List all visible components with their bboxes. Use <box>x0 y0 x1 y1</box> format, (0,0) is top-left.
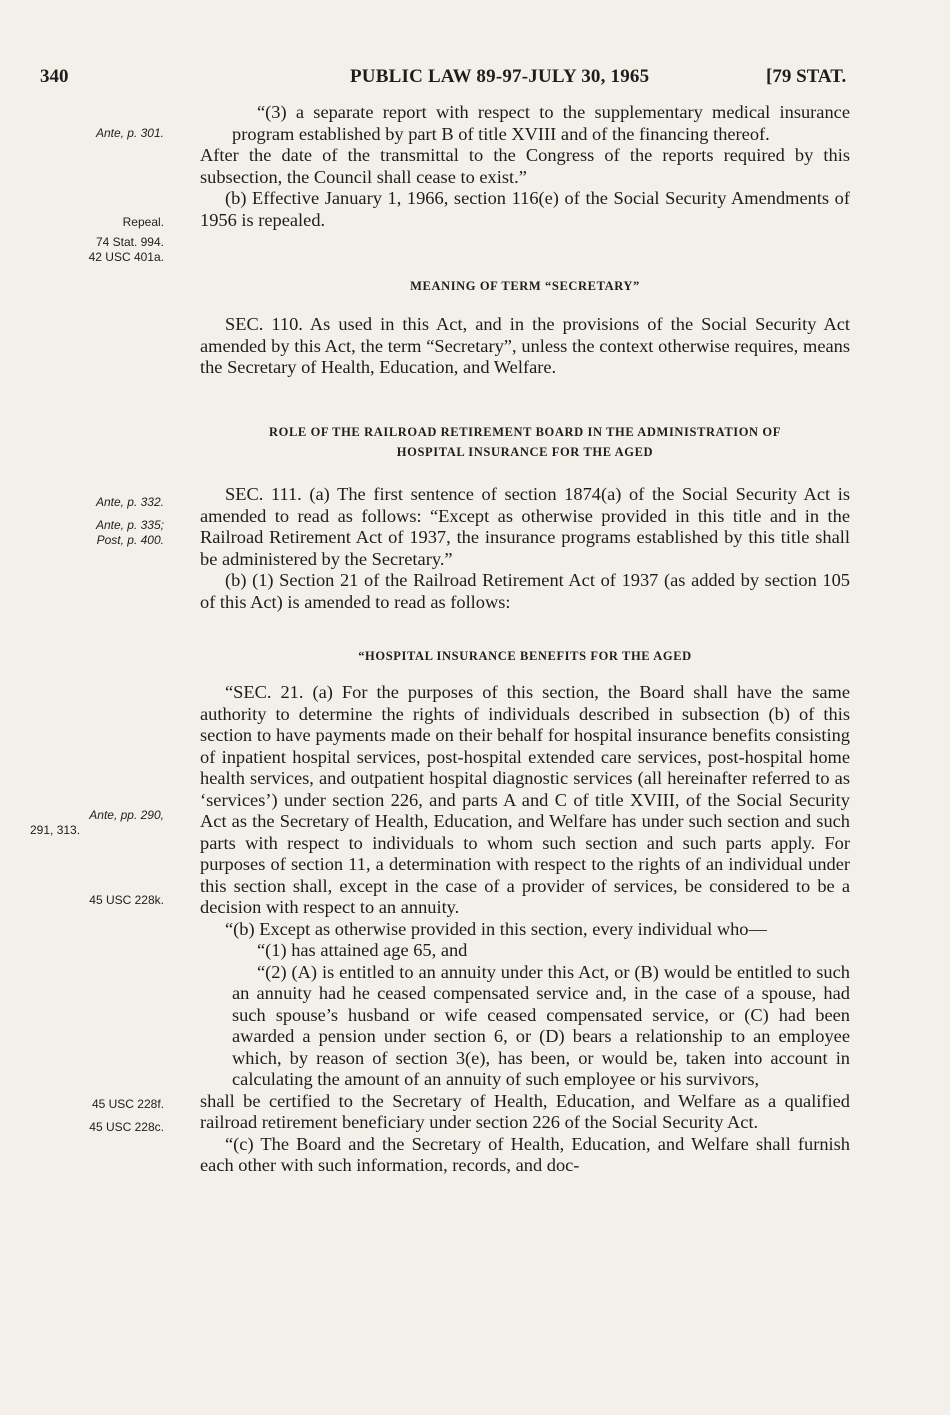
paragraph-sec-110: SEC. 110. As used in this Act, and in the provisions of the Social Security Act amended by this Act, the term “Secretary”, unless the context otherwise requires, means the Secretary of Health, Education, and Welfare. <box>200 314 850 377</box>
paragraph-section-21-intro: (b) (1) Section 21 of the Railroad Retirement Act of 1937 (as added by section 105 of this Act) is amended to read as follows: <box>200 570 850 612</box>
page-number: 340 <box>40 66 69 87</box>
heading-hospital-insurance: “HOSPITAL INSURANCE BENEFITS FOR THE AGED <box>358 649 692 663</box>
heading-railroad-board-line-1: ROLE OF THE RAILROAD RETIREMENT BOARD IN THE ADMINISTRATION OF <box>269 425 781 439</box>
margin-note-usc-228k: 45 USC 228k. <box>89 893 164 907</box>
paragraph-sec-21-b-2: “(2) (A) is entitled to an annuity under this Act, or (B) would be entitled to such an annuity had he ceased compensated service and, in the case of a spouse, had such spouse’s husband or wife ceased compensated service, or (C) had been awarded a pension under section 6, or (D) bears a relationship to an employee which, by reason of section 3(e), has been, or would be, taken into account in calculating the amount of an annuity of such employee or his survivors, <box>232 961 850 1089</box>
margin-note-usc-228f: 45 USC 228f. <box>91 1097 164 1111</box>
margin-note-ante-301: Ante, p. 301. <box>95 126 164 140</box>
paragraph-sec-21-b-1: “(1) has attained age 65, and <box>257 940 468 960</box>
body-block-4 <box>200 682 850 1177</box>
running-head: PUBLIC LAW 89-97-JULY 30, 1965 <box>350 66 650 87</box>
margin-note-repeal: Repeal. <box>122 215 164 229</box>
paragraph-sec-21-c: “(c) The Board and the Secretary of Health, Education, and Welfare shall furnish each other with such information, records, and doc- <box>200 1133 850 1175</box>
margin-note-ante-335: Ante, p. 335; Post, p. 400. <box>95 518 164 547</box>
heading-railroad-board-line-2: HOSPITAL INSURANCE FOR THE AGED <box>396 445 654 459</box>
body-block-2 <box>200 314 850 379</box>
heading-railroad-board <box>200 422 850 462</box>
margin-note-ante-332: Ante, p. 332. <box>95 495 164 509</box>
paragraph-sec-21-a: “SEC. 21. (a) For the purposes of this section, the Board shall have the same authority to determine the rights of individuals described in subsection (b) of this section to have payments made on their behalf for hospital insurance benefits consisting of inpatient hospital services, post-hospital extended care services, post-hospital home health services, and outpatient hospital diagnostic services (all hereinafter referred to as ‘services’) under section 226, and parts A and C of title XVIII, of the Social Security Act as the Secretary of Health, Education, and Welfare has under such section and such parts with respect to individuals to whom such section and such parts apply. For purposes of section 11, a determination with respect to the rights of an individual under this section shall, except in the case of a provider of services, be considered to be a decision with respect to an annuity. <box>200 682 850 917</box>
margin-note-ante-290: Ante, pp. 290, 291, 313. <box>30 808 164 837</box>
margin-note-usc-228c: 45 USC 228c. <box>89 1120 164 1134</box>
paragraph-certification: shall be certified to the Secretary of Health, Education, and Welfare as a qualified railroad retirement beneficiary under section 226 of the Social Security Act. <box>200 1090 850 1132</box>
body-block-3 <box>200 484 850 613</box>
paragraph-council-report: “(3) a separate report with respect to the supplementary medical insurance program established by part B of title XVIII and of the financing thereof. <box>232 102 850 144</box>
margin-note-citations-1: 74 Stat. 994. 42 USC 401a. <box>88 235 164 264</box>
body-block-1 <box>200 102 850 231</box>
page-header <box>0 66 950 96</box>
paragraph-sec-111: SEC. 111. (a) The first sentence of section 1874(a) of the Social Security Act is amended to read as follows: “Except as otherwise provided in this title and in the Railroad Retirement Act of 1937, the insurance programs established by this title shall be administered by the Secretary.” <box>200 484 850 569</box>
paragraph-repeal: (b) Effective January 1, 1966, section 116(e) of the Social Security Amendments of 1956 is repealed. <box>200 188 850 230</box>
volume-reference: [79 STAT. <box>766 66 847 87</box>
heading-meaning-secretary: MEANING OF TERM “SECRETARY” <box>410 279 640 293</box>
paragraph-sec-21-b: “(b) Except as otherwise provided in this section, every individual who— <box>225 918 767 939</box>
paragraph-council-exist: After the date of the transmittal to the Congress of the reports required by this subsection, the Council shall cease to exist.” <box>200 145 850 187</box>
